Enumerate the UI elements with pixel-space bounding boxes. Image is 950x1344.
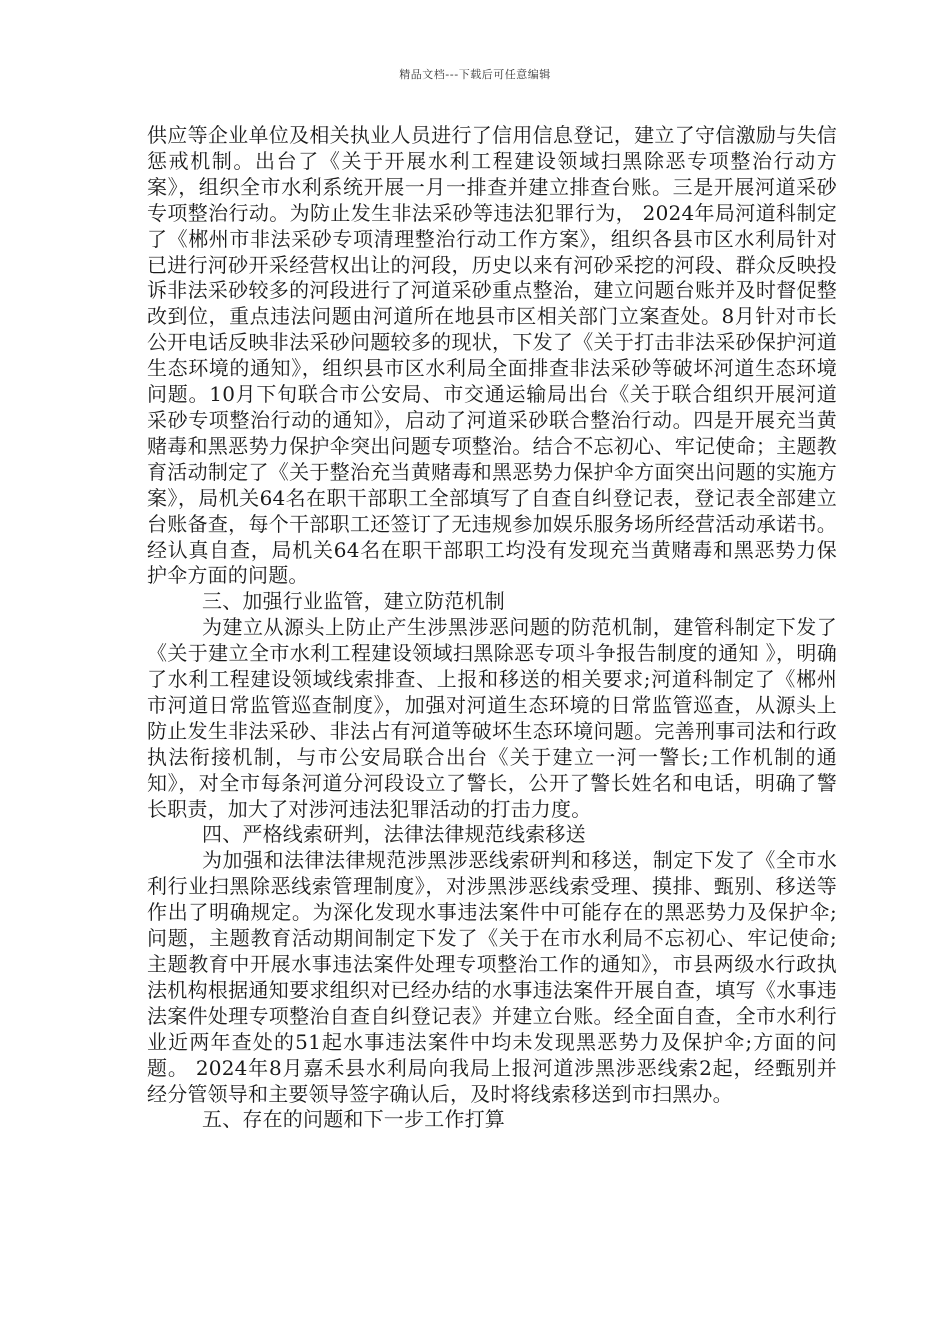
document-body — [147, 123, 837, 1133]
paragraph-section-3: 为建立从源头上防止产生涉黑涉恶问题的防范机制，建管科制定下发了《关于建立全市水利工程建设领域扫黑除恶专项斗争报告制度的通知 》，明确了水利工程建设领域线索排查、上报和移送的相关要求;河道科制定了《郴州市河道日常监管巡查制度》，加强对河道生态环境的日常监管巡查，从源头上防止发生非法采砂、非法占有河道等破坏生态环境问题。完善刑事司法和行政执法衔接机制，与市公安局联合出台《关于建立一河一警长;工作机制的通知》，对全市每条河道分河段设立了警长，公开了警长姓名和电话，明确了警长职责，加大了对涉河违法犯罪活动的打击力度。 — [147, 615, 837, 821]
paragraph-continuation: 供应等企业单位及相关执业人员进行了信用信息登记，建立了守信激励与失信惩戒机制。出台了《关于开展水利工程建设领域扫黑除恶专项整治行动方案》，组织全市水利系统开展一月一排查并建立排查台账。三是开展河道采砂专项整治行动。为防止发生非法采砂等违法犯罪行为， 2024年局河道科制定了《郴州市非法采砂专项清理整治行动工作方案》，组织各县市区水利局针对已进行河砂开采经营权出让的河段，历史以来有河砂采挖的河段、群众反映投诉非法采砂较多的河段进行了河道采砂重点整治，建立问题台账并及时督促整改到位，重点违法问题由河道所在地县市区相关部门立案查处。8月针对市长公开电话反映非法采砂问题较多的现状，下发了《关于打击非法采砂保护河道生态环境的通知》，组织县市区水利局全面排查非法采砂等破坏河道生态环境问题。10月下旬联合市公安局、市交通运输局出台《关于联合组织开展河道采砂专项整治行动的通知》，启动了河道采砂联合整治行动。四是开展充当黄赌毒和黑恶势力保护伞突出问题专项整治。结合不忘初心、牢记使命；主题教育活动制定了《关于整治充当黄赌毒和黑恶势力保护伞方面突出问题的实施方案》，局机关64名在职干部职工全部填写了自查自纠登记表，登记表全部建立台账备查，每个干部职工还签订了无违规参加娱乐服务场所经营活动承诺书。经认真自查，局机关64名在职干部职工均没有发现充当黄赌毒和黑恶势力保护伞方面的问题。 — [147, 123, 837, 588]
section-heading-3: 三、加强行业监管，建立防范机制 — [202, 589, 505, 614]
section-heading-4: 四、严格线索研判，法律法律规范线索移送 — [202, 822, 586, 847]
page-header: 精品文档---下载后可任意编辑 — [399, 68, 551, 81]
paragraph-section-4: 为加强和法律法律规范涉黑涉恶线索研判和移送，制定下发了《全市水利行业扫黑除恶线索管理制度》，对涉黑涉恶线索受理、摸排、甄别、移送等作出了明确规定。为深化发现水事违法案件中可能存在的黑恶势力及保护伞;问题，主题教育活动期间制定下发了《关于在市水利局不忘初心、牢记使命;主题教育中开展水事违法案件处理专项整治工作的通知》，市县两级水行政执法机构根据通知要求组织对已经办结的水事违法案件开展自查，填写《水事违法案件处理专项整治自查自纠登记表》并建立台账。经全面自查，全市水利行业近两年查处的51起水事违法案件中均未发现黑恶势力及保护伞;方面的问题。 2024年8月嘉禾县水利局向我局上报河道涉黑涉恶线索2起，经甄别并经分管领导和主要领导签字确认后，及时将线索移送到市扫黑办。 — [147, 848, 837, 1106]
section-heading-5: 五、存在的问题和下一步工作打算 — [202, 1107, 505, 1132]
